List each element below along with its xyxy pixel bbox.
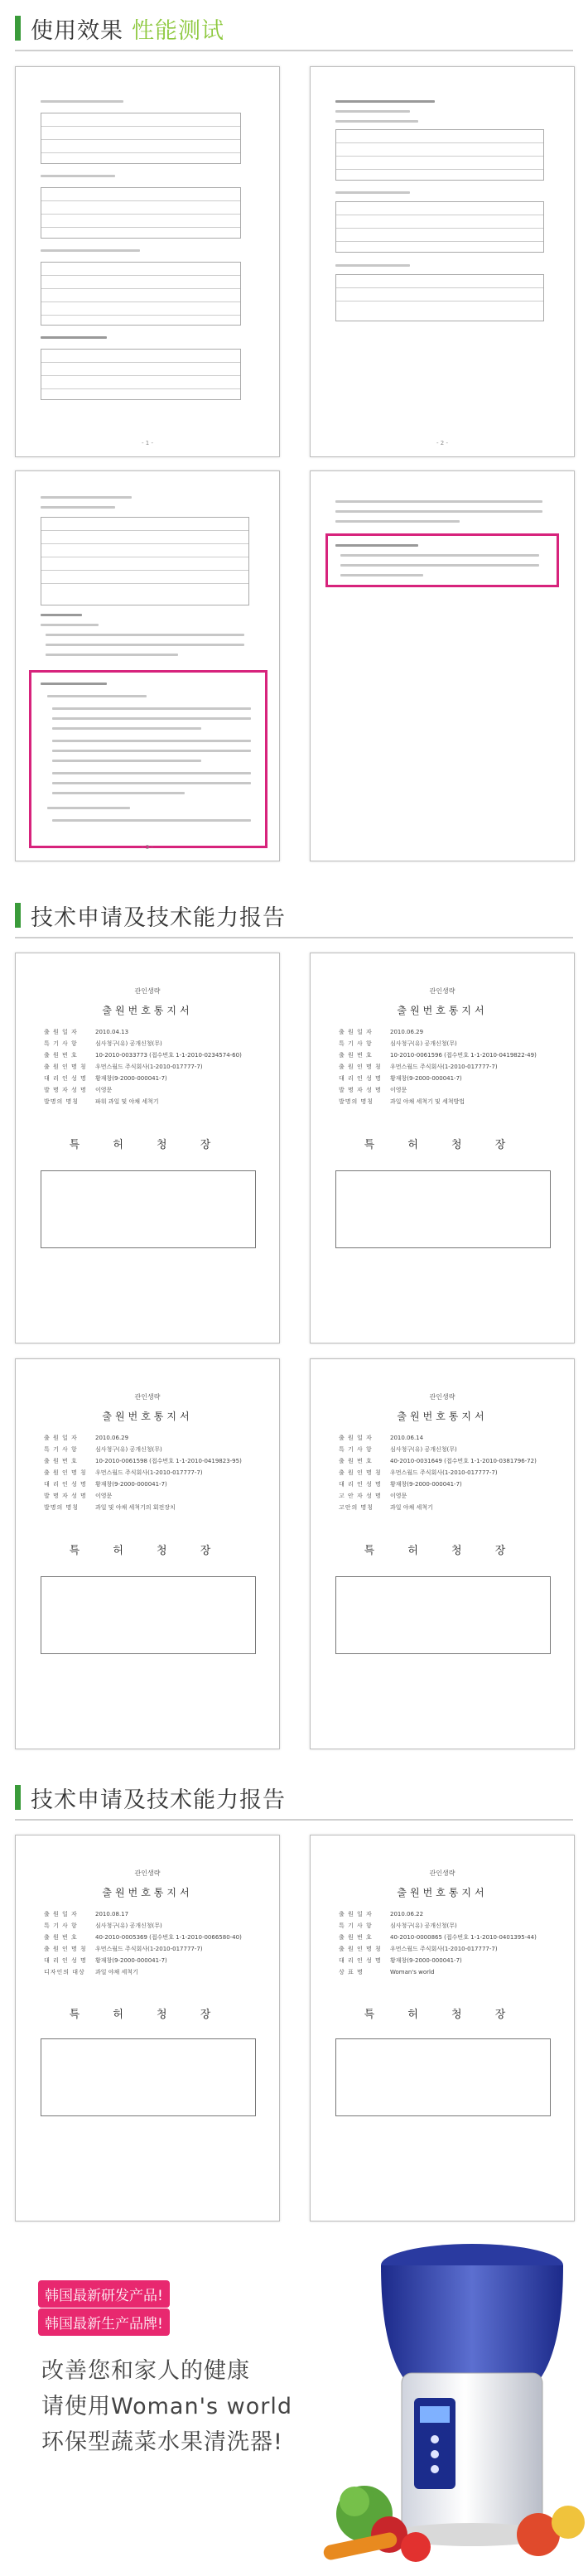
issuer-heading: 특 허 청 장 xyxy=(69,1139,226,1151)
notice-box xyxy=(41,1170,256,1248)
highlight-box xyxy=(325,533,559,587)
test-report-page-1 xyxy=(15,66,280,457)
doc-title: 출원번호통지서 xyxy=(102,1005,193,1016)
test-report-page-4 xyxy=(310,470,575,861)
patent-notice-6: 관인생략 출원번호통지서 출 원 일 자 2010.06.22 특 기 사 항 심사청구(유) 공개신청(무) 출 원 번 호 40-2010-0000865 (접수번호 1-1-2010-0401395-44) 출 원 인 명 칭 우먼스월드 주식회사(1-2010-017777-7) 대 리 인 성 명 황재창(9-2000-000041-7) 상 표 명 Woman's world 특 허 청 장 xyxy=(310,1835,575,2221)
heading-accent-bar xyxy=(15,903,21,928)
doc-header: 관인생략 xyxy=(429,987,455,995)
promo-badge-2: 韩国最新生产品牌! xyxy=(38,2308,170,2336)
washer-product-image xyxy=(323,2241,588,2572)
doc-header: 관인생략 xyxy=(134,1393,161,1401)
heading-accent-bar xyxy=(15,16,21,41)
promo-slogan-3: 环保型蔬菜水果清洗器! xyxy=(41,2429,283,2455)
test-report-page-3 xyxy=(15,470,280,861)
doc-title: 출원번호통지서 xyxy=(397,1411,488,1422)
issuer-heading: 특 허 청 장 xyxy=(364,2009,521,2021)
patent-notice-3: 관인생략 출원번호통지서 출 원 일 자 2010.06.29 특 기 사 항 심사청구(유) 공개신청(무) 출 원 번 호 10-2010-0061598 (접수번호 1-1-2010-0419823-95) 출 원 인 명 칭 우먼스월드 주식회사(1-2010-017777-7) 대 리 인 성 명 황재창(9-2000-000041-7) 발 명 자 성 명 이영문 발명의 명칭 과일 및 야채 세척기의 회전장치 특 허 청 장 xyxy=(15,1358,280,1749)
doc-header: 관인생략 xyxy=(429,1393,455,1401)
promo-slogan-2: 请使用Woman's world xyxy=(41,2394,293,2419)
heading-title: 技术申请及技术能力报告 xyxy=(31,904,286,931)
patent-notice-2: 관인생략 출원번호통지서 출 원 일 자 2010.06.29 특 기 사 항 심사청구(유) 공개신청(무) 출 원 번 호 10-2010-0061596 (접수번호 1-1-2010-0419822-49) 출 원 인 명 칭 우먼스월드 주식회사(1-2010-017777-7) 대 리 인 성 명 황재창(9-2000-000041-7) 발 명 자 성 명 이영문 발명의 명칭 과일 야채 세척기 및 세척방법 특 허 청 장 xyxy=(310,953,575,1343)
section-divider xyxy=(15,1819,573,1821)
heading-title: 技术申请及技术能力报告 xyxy=(31,1787,286,1813)
section-divider xyxy=(15,50,573,51)
heading-title-a: 使用效果 xyxy=(31,17,123,44)
patent-notice-5: 관인생략 출원번호통지서 출 원 일 자 2010.08.17 특 기 사 항 심사청구(유) 공개신청(무) 출 원 번 호 40-2010-0005369 (접수번호 1-1-2010-0066580-40) 출 원 인 명 칭 우먼스월드 주식회사(1-2010-017777-7) 대 리 인 성 명 황재창(9-2000-000041-7) 디자인의 대상 과일 야채 세척기 특 허 청 장 xyxy=(15,1835,280,2221)
test-report-page-2 xyxy=(310,66,575,457)
section-heading-patents-1 xyxy=(15,899,286,932)
page-number: - 3 - xyxy=(142,844,153,851)
doc-header: 관인생략 xyxy=(429,1869,455,1877)
doc-title: 출원번호통지서 xyxy=(102,1887,193,1898)
promo-badge-1: 韩国最新研发产品! xyxy=(38,2280,170,2308)
patent-notice-1: 관인생략 출원번호통지서 출 원 일 자 2010.04.13 특 기 사 항 심사청구(유) 공개신청(무) 출 원 번 호 10-2010-0033773 (접수번호 1-1-2010-0234574-60) 출 원 인 명 칭 우먼스월드 주식회사(1-2010-017777-7) 대 리 인 성 명 황재창(9-2000-000041-7) 발 명 자 성 명 이영문 발명의 명칭 파워 과일 및 야채 세척기 특 허 청 장 xyxy=(15,953,280,1343)
promo-banner xyxy=(0,2241,588,2576)
doc-title: 출원번호통지서 xyxy=(397,1005,488,1016)
promo-slogan-1: 改善您和家人的健康 xyxy=(41,2358,250,2384)
doc-header: 관인생략 xyxy=(134,987,161,995)
section-divider xyxy=(15,937,573,938)
heading-title-b: 性能测试 xyxy=(132,17,224,44)
notice-box xyxy=(335,2038,551,2116)
issuer-heading: 특 허 청 장 xyxy=(69,1545,226,1557)
issuer-heading: 특 허 청 장 xyxy=(364,1139,521,1151)
section-heading-performance xyxy=(15,12,224,45)
page-number: - 1 - xyxy=(142,440,153,446)
heading-accent-bar xyxy=(15,1785,21,1810)
notice-box xyxy=(335,1170,551,1248)
issuer-heading: 특 허 청 장 xyxy=(364,1545,521,1557)
doc-header: 관인생략 xyxy=(134,1869,161,1877)
notice-box xyxy=(335,1576,551,1654)
issuer-heading: 특 허 청 장 xyxy=(69,2009,226,2021)
notice-box xyxy=(41,2038,256,2116)
patent-notice-4: 관인생략 출원번호통지서 출 원 일 자 2010.06.14 특 기 사 항 심사청구(유) 공개신청(무) 출 원 번 호 40-2010-0031649 (접수번호 1-1-2010-0381796-72) 출 원 인 명 칭 우먼스월드 주식회사(1-2010-017777-7) 대 리 인 성 명 황재창(9-2000-000041-7) 고 안 자 성 명 이영문 고안의 명칭 과일 야채 세척기 특 허 청 장 xyxy=(310,1358,575,1749)
page-number: - 2 - xyxy=(436,440,448,446)
doc-title: 출원번호통지서 xyxy=(397,1887,488,1898)
notice-box xyxy=(41,1576,256,1654)
section-heading-patents-2 xyxy=(15,1781,286,1814)
doc-title: 출원번호통지서 xyxy=(102,1411,193,1422)
